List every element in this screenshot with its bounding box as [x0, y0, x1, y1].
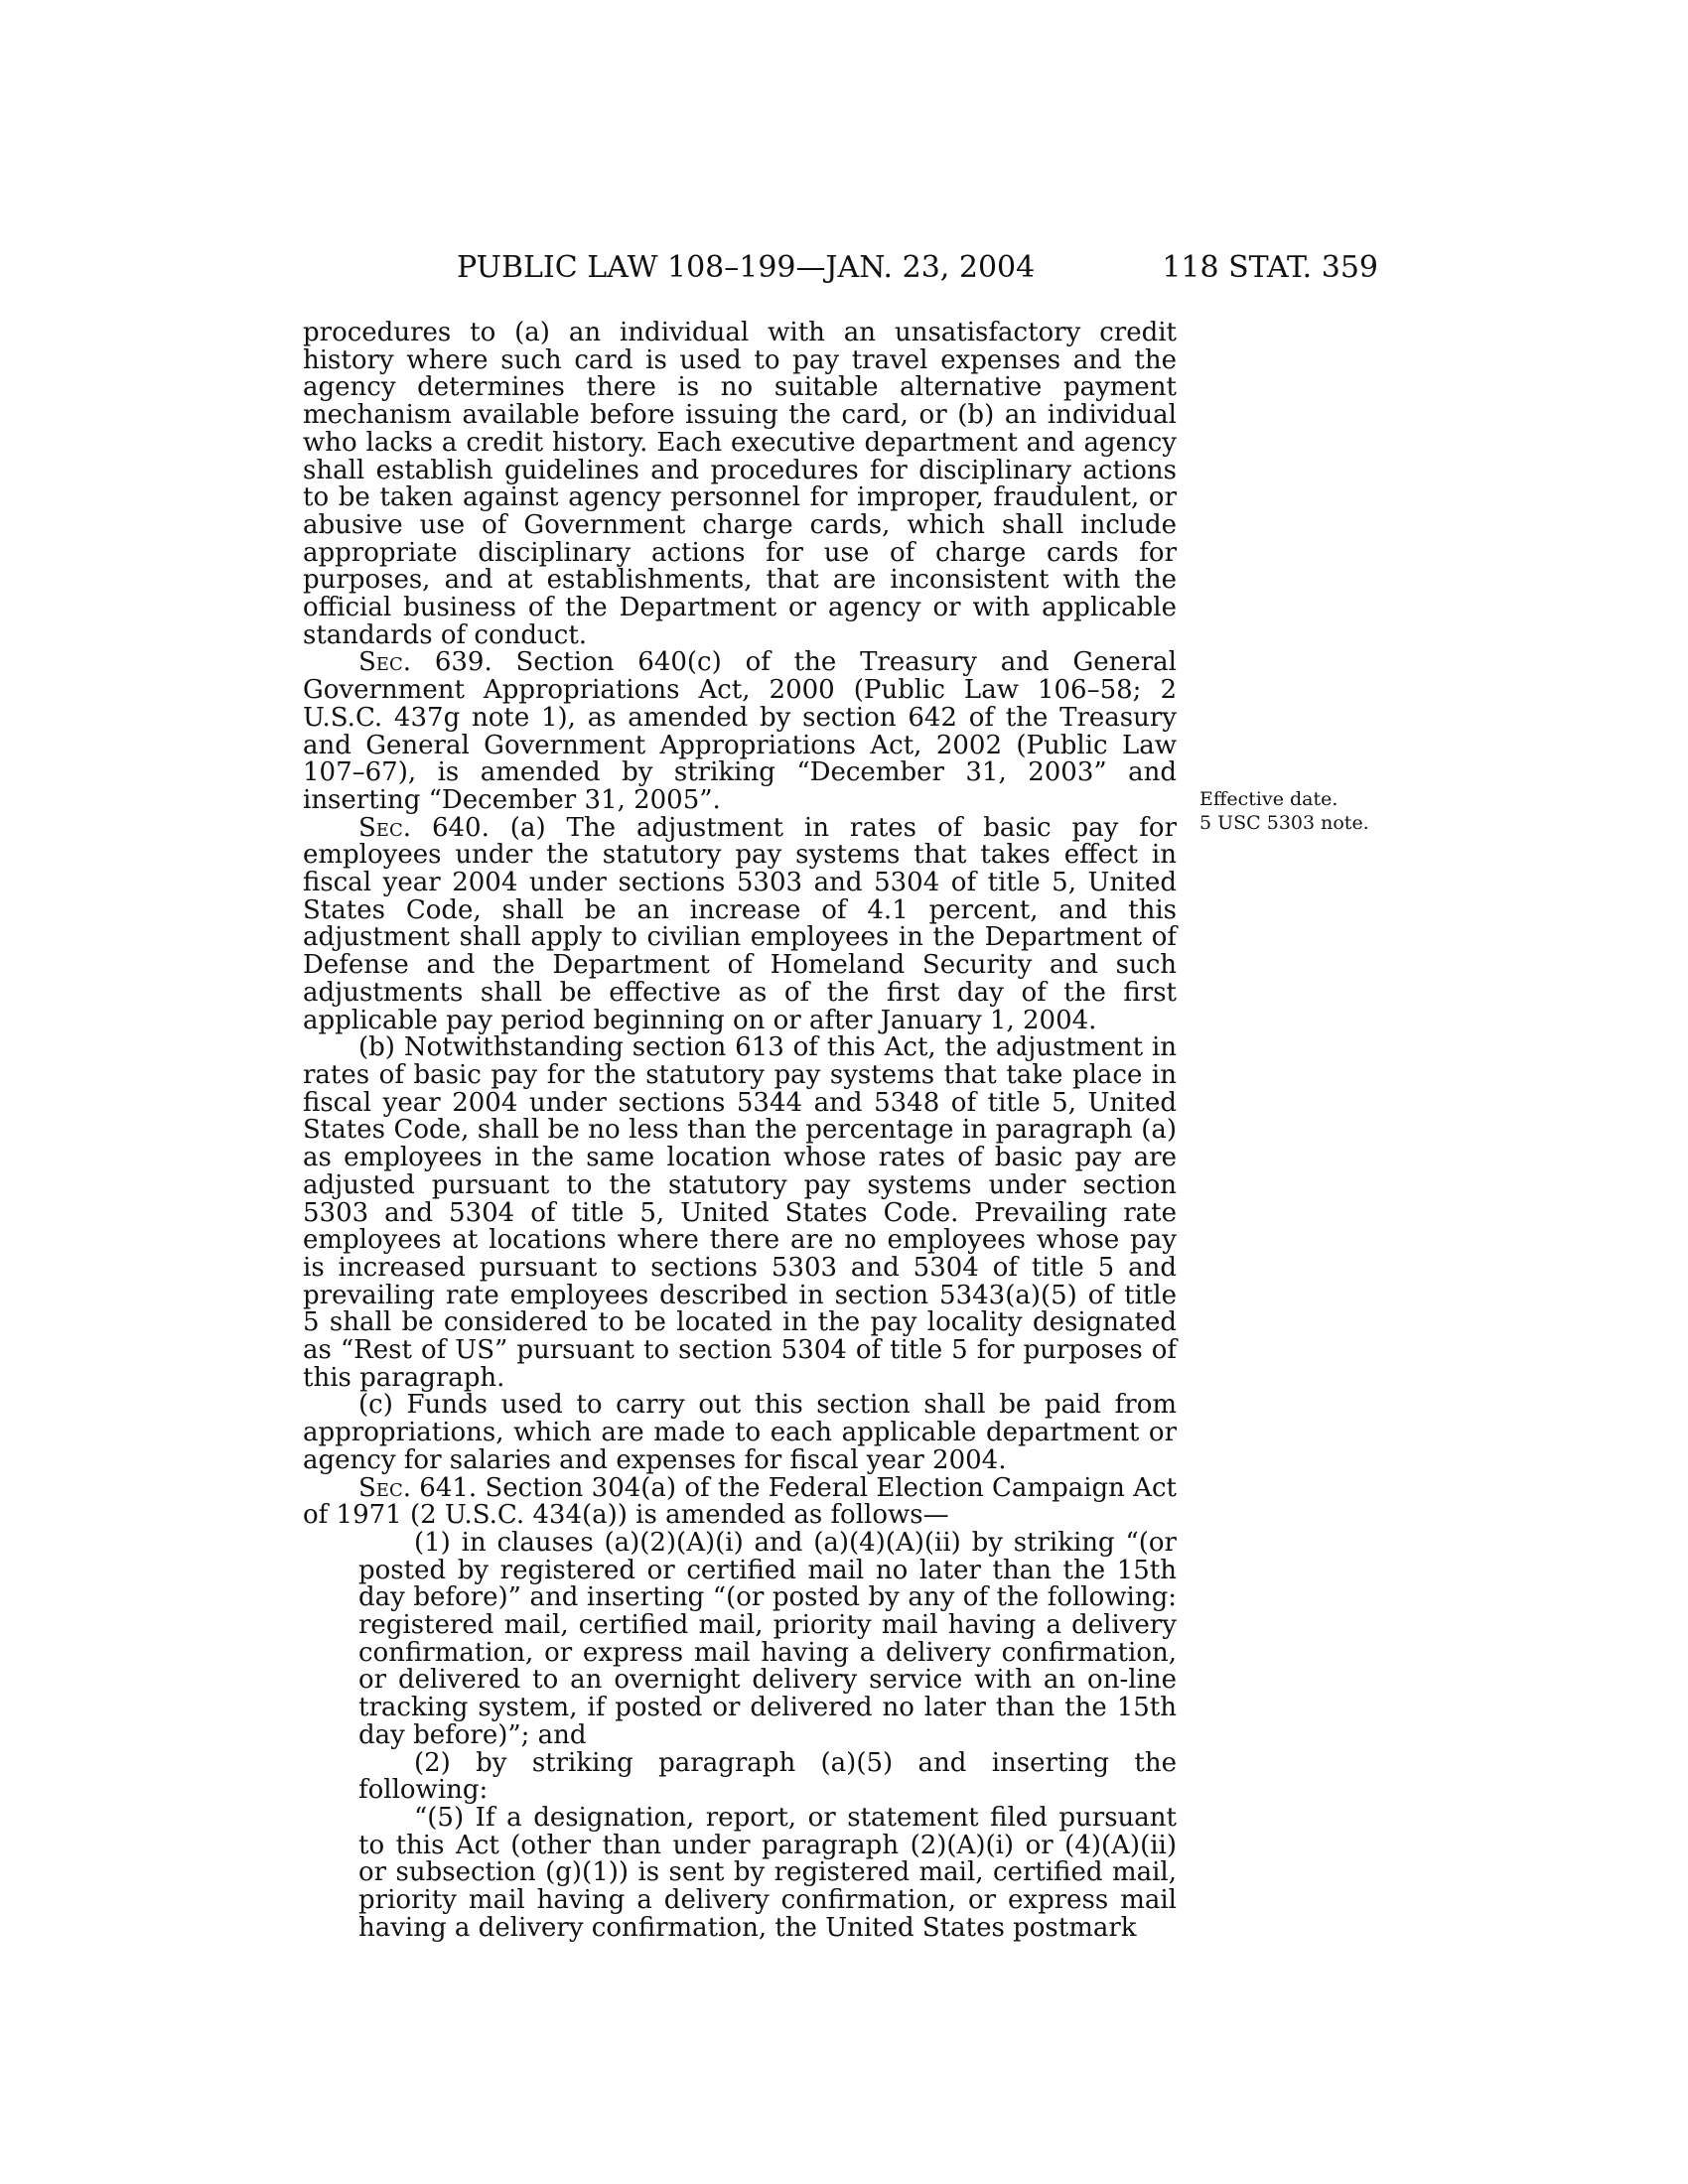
paragraph-text: (1) in clauses (a)(2)(A)(i) and (a)(4)(A)(ii) by striking “(or posted by registered or certified mail no later than the 15th day before)” and inserting “(or posted by any of the following: registered mail, certified mail, priority mail having a delivery confirmation, or express mail having a delivery confirmation, or delivered to an overnight delivery service with an on-line tracking system, if posted or delivered no later than the 15th day before)”; and: [358, 1527, 1177, 1750]
paragraph-text: 641. Section 304(a) of the Federal Election Campaign Act of 1971 (2 U.S.C. 434(a)) is amended as follows—: [303, 1472, 1177, 1531]
margin-note-effective-date: Effective date.: [1199, 788, 1338, 810]
section-prefix: Sec.: [358, 812, 411, 843]
paragraph-text: (b) Notwithstanding section 613 of this Act, the adjustment in rates of basic pay for the statutory pay systems that take place in fiscal year 2004 under sections 5344 and 5348 of title 5, United States Code, shall be no less than the percentage in paragraph (a) as employees in the same location whose rates of basic pay are adjusted pursuant to the statutory pay systems under section 5303 and 5304 of title 5, United States Code. Prevailing rate employees at locations where there are no employees whose pay is increased pursuant to sections 5303 and 5304 of title 5 and prevailing rate employees described in section 5343(a)(5) of title 5 shall be considered to be located in the pay locality designated as “Rest of US” pursuant to section 5304 of title 5 for purposes of this paragraph.: [303, 1032, 1177, 1393]
paragraph-text: (c) Funds used to carry out this section shall be paid from appropriations, which are made to each applicable department or agency for salaries and expenses for fiscal year 2004.: [303, 1390, 1177, 1475]
section-640-c: [303, 1392, 1177, 1474]
paragraph-text: “(5) If a designation, report, or statement filed pursuant to this Act (other than under paragraph (2)(A)(i) or (4)(A)(ii) or subsection (g)(1)) is sent by registered mail, certified mail, priority mail having a delivery confirmation, or express mail having a delivery confirmation, the United States postmark: [358, 1802, 1177, 1943]
margin-note-usc-citation: 5 USC 5303 note.: [1199, 812, 1369, 834]
paragraph-text: procedures to (a) an individual with an unsatisfactory credit history where such card is used to pay travel expenses and the agency determines there is no suitable alternative payment mechanism available before issuing the card, or (b) an individual who lacks a credit history. Each executive department and agency shall establish guidelines and procedures for disciplinary actions to be taken against agency personnel for improper, fraudulent, or abusive use of Government charge cards, which shall include appropriate disciplinary actions for use of charge cards for purposes, and at establishments, that are inconsistent with the official business of the Department or agency or with applicable standards of conduct.: [303, 318, 1177, 650]
section-641-clause-1: [303, 1527, 1177, 1750]
section-641: [303, 1472, 1177, 1531]
section-prefix: Sec.: [358, 1472, 411, 1503]
stat-page-number: 118 STAT. 359: [1162, 250, 1378, 285]
inserted-paragraph-5: [303, 1802, 1177, 1943]
paragraph-text: 639. Section 640(c) of the Treasury and General Government Appropriations Act, 2000 (Public Law 106–58; 2 U.S.C. 437g note 1), as amended by section 642 of the Treasury and General Government Appropriations Act, 2002 (Public Law 107–67), is amended by striking “December 31, 2003” and inserting “December 31, 2005”.: [303, 647, 1177, 815]
section-640-b: [303, 1034, 1177, 1392]
section-640-a: [303, 812, 1177, 1035]
section-639: [303, 649, 1177, 814]
paragraph-text: (2) by striking paragraph (a)(5) and inserting the following:: [358, 1747, 1177, 1806]
paragraph-text: 640. (a) The adjustment in rates of basic pay for employees under the statutory pay systems that takes effect in fiscal year 2004 under sections 5303 and 5304 of title 5, United States Code, shall be an increase of 4.1 percent, and this adjustment shall apply to civilian employees in the Department of Defense and the Department of Homeland Security and such adjustments shall be effective as of the first day of the first applicable pay period beginning on or after January 1, 2004.: [303, 812, 1177, 1035]
section-prefix: Sec.: [358, 647, 411, 678]
public-law-title: PUBLIC LAW 108–199—JAN. 23, 2004: [457, 250, 1036, 285]
section-641-clause-2: [303, 1747, 1177, 1806]
running-head: [0, 250, 1688, 290]
margin-note: [1199, 787, 1388, 835]
statute-body: [303, 320, 1177, 1942]
paragraph-continuation: [303, 320, 1177, 649]
